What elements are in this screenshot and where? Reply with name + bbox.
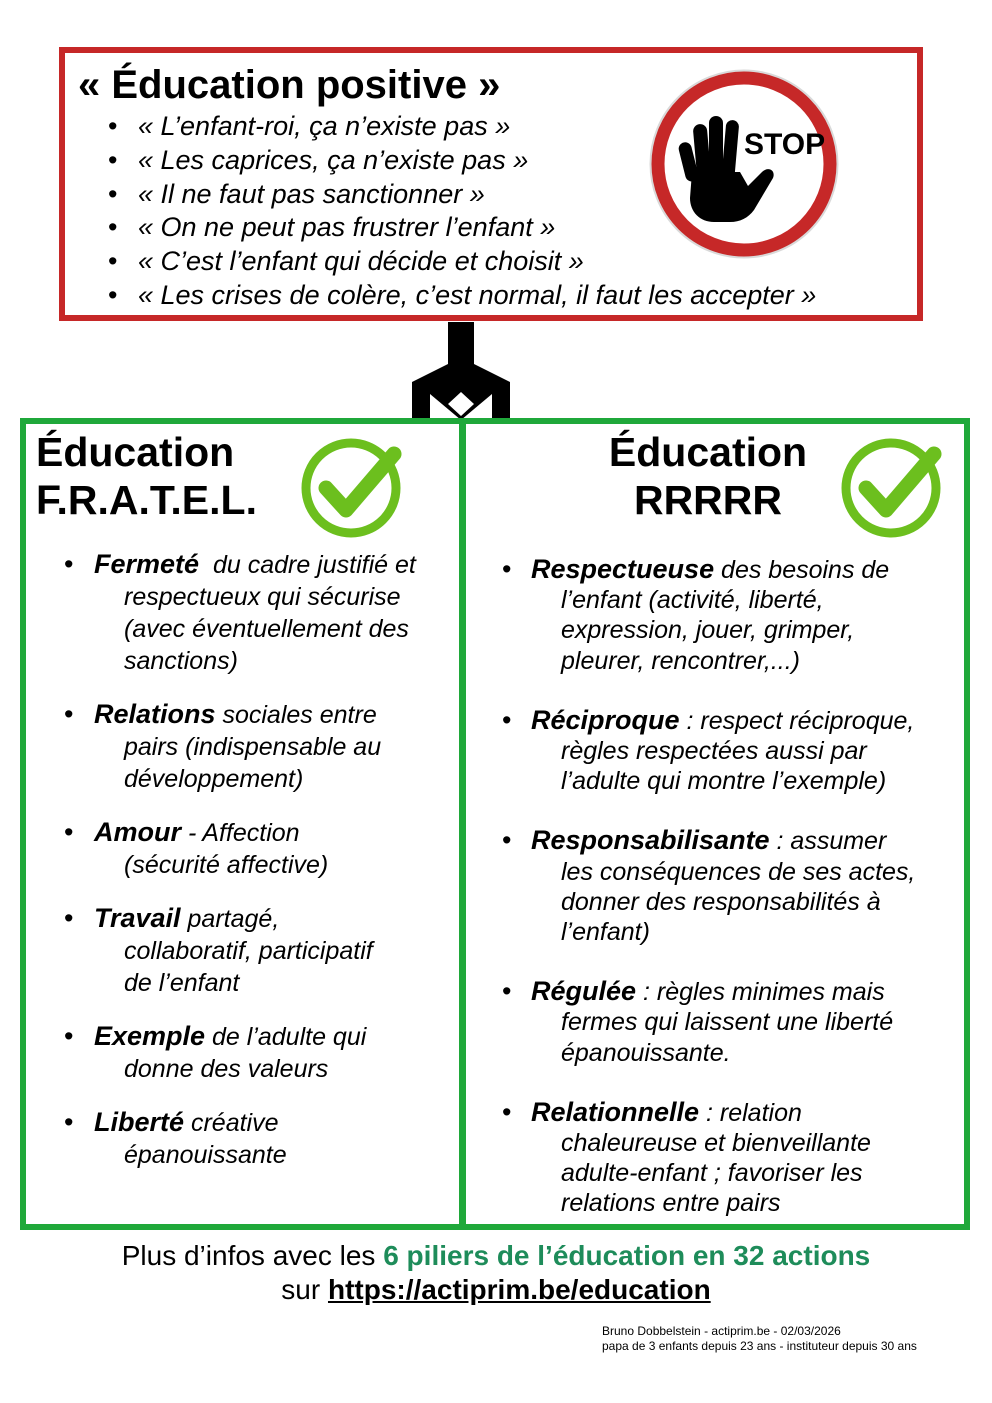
item-text: sociales entre <box>215 701 377 729</box>
item-text: chaleureuse et bienveillante <box>561 1129 871 1157</box>
rrrrr-title: Éducation <box>608 429 808 475</box>
item-text: adulte-enfant ; favoriser les <box>561 1159 863 1188</box>
bullet-icon: • <box>502 976 512 1007</box>
item-text: pleurer, rencontrer,...) <box>561 646 801 675</box>
footer-url-link[interactable]: https://actiprim.be/education <box>327 1274 711 1305</box>
bullet-icon: • <box>502 704 512 735</box>
item-keyword: Amour <box>94 817 181 847</box>
author-bio: papa de 3 enfants depuis 23 ans - instituteur depuis 30 ans <box>602 1339 917 1353</box>
list-item <box>64 902 373 999</box>
item-keyword: Relations <box>94 699 216 729</box>
item-text: sanctions) <box>124 647 238 675</box>
item-text: règles respectées aussi par <box>561 737 867 765</box>
item-text: des besoins de <box>714 556 890 584</box>
split-arrow-icon <box>412 322 510 420</box>
fratel-subtitle: F.R.A.T.E.L. <box>36 477 257 523</box>
item-text: respectueux qui sécurise <box>124 583 401 611</box>
item-text: donne des valeurs <box>124 1055 329 1083</box>
item-text: développement) <box>124 765 304 793</box>
item-keyword: Régulée <box>531 976 637 1007</box>
item-keyword: Travail <box>94 903 181 933</box>
list-item <box>64 548 416 677</box>
item-keyword: Respectueuse <box>531 554 715 584</box>
item-text: l’enfant (activité, liberté, <box>561 586 824 615</box>
item-text: de l’enfant <box>124 969 240 997</box>
item-text: créative <box>184 1109 279 1137</box>
list-item <box>502 554 889 676</box>
list-item <box>64 1020 366 1085</box>
footer-info <box>0 1238 992 1274</box>
item-text: épanouissante. <box>561 1038 731 1067</box>
item-text: : règles minimes mais <box>636 978 885 1007</box>
bullet-icon: • <box>502 554 512 584</box>
item-text: : relation <box>699 1098 802 1127</box>
item-keyword: Liberté <box>94 1107 185 1137</box>
item-text: expression, jouer, grimper, <box>561 616 855 645</box>
item-text: partagé, <box>180 905 280 933</box>
item-keyword: Relationnelle <box>531 1096 700 1127</box>
check-icon <box>298 432 408 542</box>
list-item: • « Les caprices, ça n’existe pas » <box>108 144 816 178</box>
list-item <box>64 816 328 881</box>
stop-hand-icon <box>648 68 840 260</box>
list-item <box>64 698 381 795</box>
item-text: les conséquences de ses actes, <box>561 857 916 886</box>
bullet-icon: • <box>64 817 74 847</box>
item-text: donner des responsabilités à <box>561 887 881 916</box>
item-text: l’enfant) <box>561 918 650 946</box>
bullet-icon: • <box>64 903 74 933</box>
list-item: • « C’est l’enfant qui décide et choisit » <box>108 245 816 279</box>
item-text: collaboratif, participatif <box>124 937 373 965</box>
item-text: (avec éventuellement des <box>124 615 409 643</box>
list-item: • « On ne peut pas frustrer l’enfant » <box>108 211 816 245</box>
item-text: relations entre pairs <box>561 1189 781 1218</box>
footer-highlight: 6 piliers de l’éducation en 32 actions <box>383 1240 871 1271</box>
item-text: fermes qui laissent une liberté <box>561 1008 894 1037</box>
rrrrr-subtitle: RRRRR <box>633 477 783 523</box>
list-item: • « Les crises de colère, c’est normal, il faut les accepter » <box>108 279 816 313</box>
bullet-icon: • <box>502 1096 512 1127</box>
bullet-icon: • <box>64 549 74 579</box>
item-text: : assumer <box>769 827 887 856</box>
item-text: (sécurité affective) <box>124 851 329 879</box>
item-text: - Affection <box>181 819 300 847</box>
footer-prefix-2: sur <box>281 1274 328 1305</box>
item-text: pairs (indispensable au <box>124 733 382 761</box>
item-keyword: Exemple <box>94 1021 206 1051</box>
positive-education-title: « Éducation positive » <box>78 63 501 107</box>
stop-label: STOP <box>744 128 826 161</box>
fratel-title: Éducation <box>36 429 235 475</box>
check-icon <box>838 432 948 542</box>
item-keyword: Fermeté <box>94 549 200 579</box>
bullet-icon: • <box>502 825 512 856</box>
item-text: : respect réciproque, <box>679 706 915 735</box>
list-item <box>502 1097 871 1219</box>
bullet-icon: • <box>64 1107 74 1137</box>
footer-link-line <box>0 1272 992 1308</box>
item-text: du cadre justifié et <box>199 551 416 579</box>
author-credit: Bruno Dobbelstein - actiprim.be - 02/03/2026 <box>602 1324 841 1338</box>
list-item <box>502 825 915 947</box>
item-text: l’adulte qui montre l’exemple) <box>561 767 887 796</box>
bullet-icon: • <box>64 699 74 729</box>
item-text: épanouissante <box>124 1141 287 1169</box>
list-item <box>64 1106 287 1171</box>
item-text: de l’adulte qui <box>205 1023 367 1051</box>
bullet-icon: • <box>64 1021 74 1051</box>
footer-prefix: Plus d’infos avec les <box>121 1240 384 1271</box>
item-keyword: Responsabilisante <box>531 825 770 856</box>
list-item: • « L’enfant-roi, ça n’existe pas » <box>108 110 816 144</box>
item-keyword: Réciproque <box>531 704 680 735</box>
list-item <box>502 705 914 797</box>
list-item: • « Il ne faut pas sanctionner » <box>108 178 816 212</box>
list-item <box>502 976 893 1068</box>
